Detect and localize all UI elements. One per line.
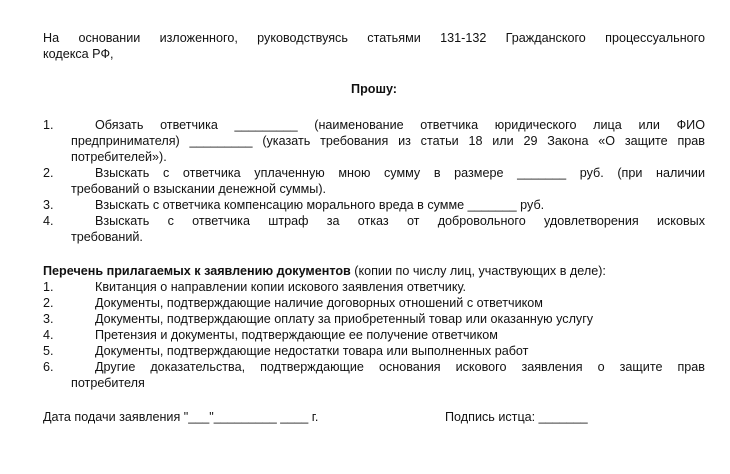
attachment-line: Документы, подтверждающие оплату за приобретенный товар или оказанную услугу xyxy=(95,312,594,326)
request-heading: Прошу: xyxy=(351,82,397,96)
attachment-item-1 xyxy=(43,279,705,295)
attachment-line: Претензия и документы, подтверждающие ее получение ответчиком xyxy=(95,328,498,342)
attachments-section xyxy=(43,263,705,391)
request-line: предпринимателя) _________ (указать требования из статьи 18 или 29 Закона «О защите прав xyxy=(71,134,705,148)
request-item-4 xyxy=(43,213,705,245)
attachment-line: потребителя xyxy=(71,376,145,390)
attachment-number: 6. xyxy=(43,360,54,374)
request-list xyxy=(43,117,705,245)
request-number: 4. xyxy=(43,214,54,228)
attachment-line: Документы, подтверждающие наличие договорных отношений с ответчиком xyxy=(95,296,543,310)
request-line: требований о взыскании денежной суммы). xyxy=(71,182,327,196)
attachment-item-4 xyxy=(43,327,705,343)
attachment-number: 2. xyxy=(43,296,54,310)
request-line: Взыскать с ответчика компенсацию морального вреда в сумме _______ руб. xyxy=(95,198,545,212)
request-number: 1. xyxy=(43,118,54,132)
attachment-line: Документы, подтверждающие недостатки товара или выполненных работ xyxy=(95,344,529,358)
date-field: Дата подачи заявления "___"_________ ____ г. xyxy=(43,410,319,424)
request-line: Обязать ответчика _________ (наименование ответчика юридического лица или ФИО xyxy=(95,118,705,132)
attachment-number: 3. xyxy=(43,312,54,326)
attachment-line: Другие доказательства, подтверждающие основания искового заявления о защите прав xyxy=(95,360,705,374)
attachment-item-6 xyxy=(43,359,705,391)
signature-field: Подпись истца: _______ xyxy=(445,410,588,424)
attachment-number: 4. xyxy=(43,328,54,342)
intro-line-1: На основании изложенного, руководствуясь статьями 131-132 Гражданского процессуального xyxy=(43,31,705,45)
request-line: требований. xyxy=(71,230,143,244)
attachment-line: Квитанция о направлении копии искового заявления ответчику. xyxy=(95,280,467,294)
attachment-number: 5. xyxy=(43,344,54,358)
request-number: 2. xyxy=(43,166,54,180)
intro-paragraph xyxy=(43,30,705,62)
request-number: 3. xyxy=(43,198,54,212)
attachments-title xyxy=(43,263,705,279)
request-item-3 xyxy=(43,197,705,213)
attachments-title-rest: (копии по числу лиц, участвующих в деле): xyxy=(350,264,606,278)
attachment-number: 1. xyxy=(43,280,54,294)
request-item-2 xyxy=(43,165,705,197)
attachments-title-bold: Перечень прилагаемых к заявлению документов xyxy=(43,264,351,278)
request-item-1 xyxy=(43,117,705,165)
request-line: Взыскать с ответчика штраф за отказ от добровольного удовлетворения исковых xyxy=(95,214,705,228)
attachment-item-3 xyxy=(43,311,705,327)
attachment-item-5 xyxy=(43,343,705,359)
intro-line-2: кодекса РФ, xyxy=(43,47,114,61)
request-line: потребителей»). xyxy=(71,150,167,164)
request-line: Взыскать с ответчика уплаченную мною сумму в размере _______ руб. (при наличии xyxy=(95,166,705,180)
attachment-item-2 xyxy=(43,295,705,311)
